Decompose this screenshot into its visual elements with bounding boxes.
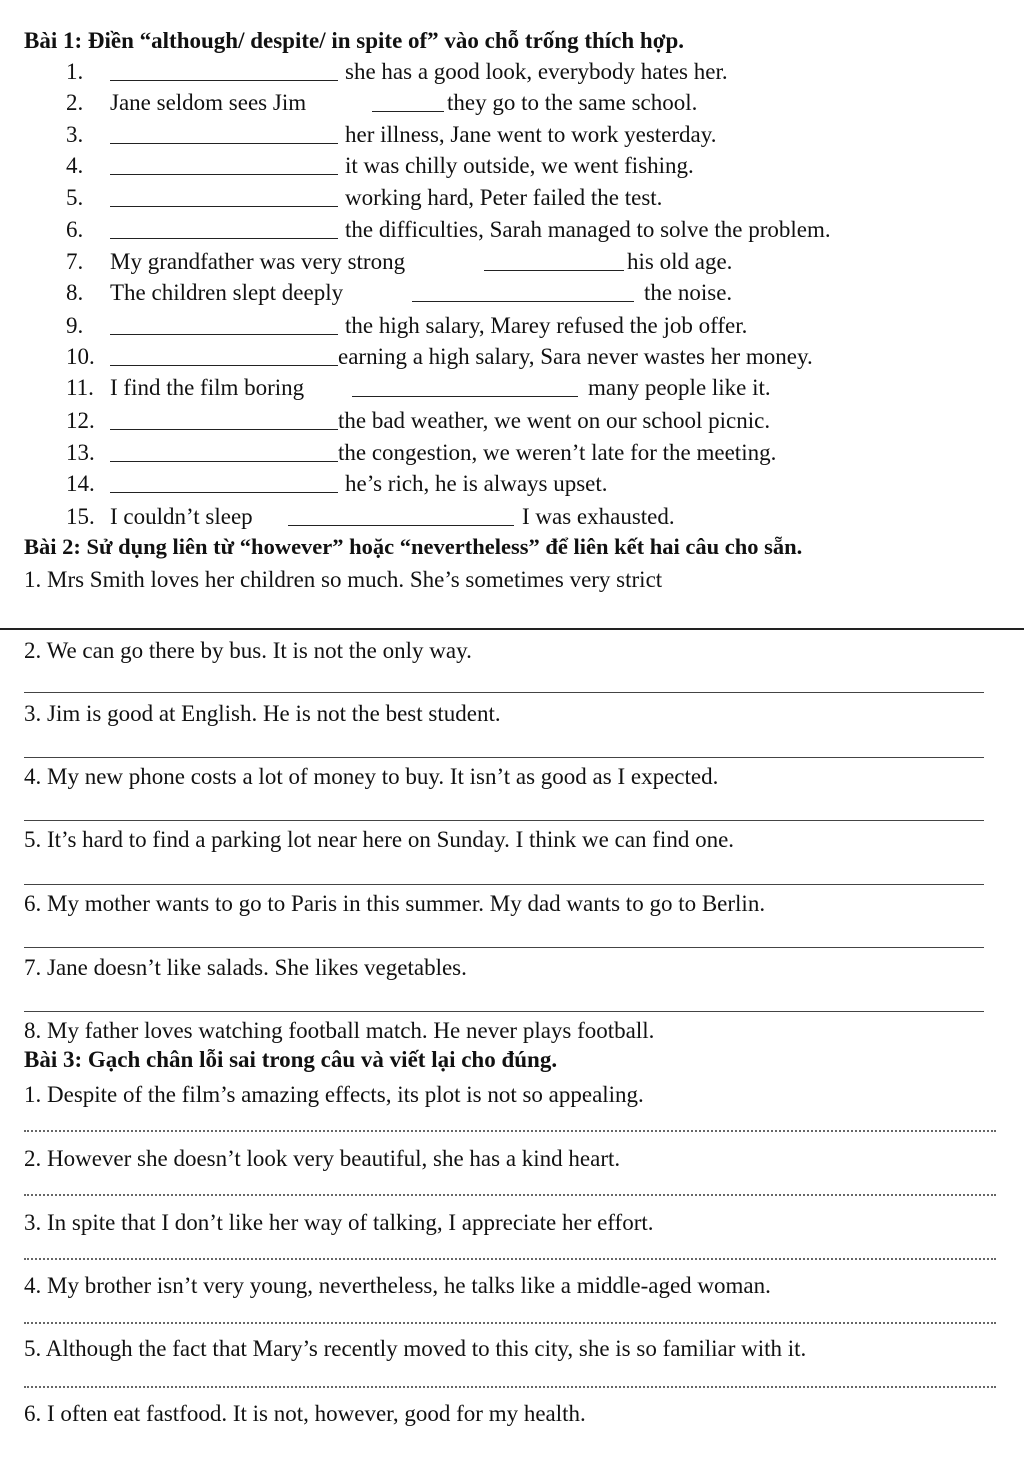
answer-blank[interactable] (484, 270, 624, 271)
item-text-after: I was exhausted. (522, 504, 675, 529)
answer-blank[interactable] (110, 206, 338, 207)
ex3-item-3: 3. In spite that I don’t like her way of talking, I appreciate her effort. (24, 1210, 654, 1235)
item-number: 8. (66, 280, 84, 305)
answer-blank[interactable] (110, 492, 338, 493)
item-text-after: the high salary, Marey refused the job offer. (345, 313, 748, 338)
exercise3-title: Bài 3: Gạch chân lỗi sai trong câu và viết lại cho đúng. (24, 1047, 558, 1072)
ex3-item-1: 1. Despite of the film’s amazing effects, its plot is not so appealing. (24, 1082, 644, 1107)
answer-blank[interactable] (110, 80, 338, 81)
ex2-answer-line-6[interactable] (24, 947, 984, 948)
ex2-item-1: 1. Mrs Smith loves her children so much. She’s sometimes very strict (24, 567, 663, 592)
item-text-before: The children slept deeply (110, 280, 344, 305)
item-text-after: the difficulties, Sarah managed to solve the problem. (345, 217, 831, 242)
item-text-before: My grandfather was very strong (110, 249, 406, 274)
item-text-after: working hard, Peter failed the test. (345, 185, 663, 210)
item-text-after: he’s rich, he is always upset. (345, 471, 608, 496)
answer-blank[interactable] (412, 301, 634, 302)
item-number: 12. (66, 408, 95, 433)
item-text-before: I find the film boring (110, 375, 305, 400)
ex2-item-6: 6. My mother wants to go to Paris in this summer. My dad wants to go to Berlin. (24, 891, 766, 916)
item-number: 10. (66, 344, 95, 369)
item-number: 9. (66, 313, 84, 338)
answer-blank[interactable] (288, 525, 514, 526)
ex2-answer-line-2[interactable] (24, 692, 984, 693)
ex3-answer-line-1[interactable] (24, 1130, 996, 1132)
ex3-item-4: 4. My brother isn’t very young, nevertheless, he talks like a middle-aged woman. (24, 1273, 771, 1298)
item-text-after: the noise. (644, 280, 733, 305)
item-number: 15. (66, 504, 95, 529)
ex2-item-7: 7. Jane doesn’t like salads. She likes vegetables. (24, 955, 467, 980)
answer-blank[interactable] (110, 334, 338, 335)
answer-blank[interactable] (110, 238, 338, 239)
item-number: 14. (66, 471, 95, 496)
item-text-after: it was chilly outside, we went fishing. (345, 153, 694, 178)
answer-blank[interactable] (110, 365, 338, 366)
item-number: 13. (66, 440, 95, 465)
item-text-before: Jane seldom sees Jim (110, 90, 307, 115)
item-number: 3. (66, 122, 84, 147)
ex2-item-4: 4. My new phone costs a lot of money to buy. It isn’t as good as I expected. (24, 764, 719, 789)
answer-blank[interactable] (110, 174, 338, 175)
ex3-answer-line-3[interactable] (24, 1258, 996, 1260)
ex3-answer-line-4[interactable] (24, 1322, 996, 1324)
item-text-after: many people like it. (588, 375, 771, 400)
item-number: 7. (66, 249, 84, 274)
ex2-item-5: 5. It’s hard to find a parking lot near here on Sunday. I think we can find one. (24, 827, 735, 852)
answer-blank[interactable] (352, 396, 578, 397)
ex3-item-5: 5. Although the fact that Mary’s recently moved to this city, she is so familiar with it. (24, 1336, 807, 1361)
ex2-answer-line-1[interactable] (0, 628, 1024, 630)
ex2-item-8: 8. My father loves watching football match. He never plays football. (24, 1018, 655, 1043)
ex2-item-3: 3. Jim is good at English. He is not the best student. (24, 701, 501, 726)
item-text-before: I couldn’t sleep (110, 504, 253, 529)
ex3-item-6: 6. I often eat fastfood. It is not, however, good for my health. (24, 1401, 586, 1426)
ex3-answer-line-5[interactable] (24, 1386, 996, 1388)
item-number: 4. (66, 153, 84, 178)
item-number: 11. (66, 375, 94, 400)
ex2-answer-line-3[interactable] (24, 757, 984, 758)
ex3-item-2: 2. However she doesn’t look very beautiful, she has a kind heart. (24, 1146, 621, 1171)
exercise1-title: Bài 1: Điền “although/ despite/ in spite of” vào chỗ trống thích hợp. (24, 28, 685, 53)
item-text-after: she has a good look, everybody hates her. (345, 59, 728, 84)
item-number: 5. (66, 185, 84, 210)
answer-blank[interactable] (110, 461, 338, 462)
ex3-answer-line-2[interactable] (24, 1194, 996, 1196)
item-number: 1. (66, 59, 84, 84)
ex2-answer-line-5[interactable] (24, 884, 984, 885)
ex2-answer-line-4[interactable] (24, 820, 984, 821)
item-text-after: his old age. (627, 249, 733, 274)
ex2-answer-line-7[interactable] (24, 1011, 984, 1012)
answer-blank[interactable] (110, 143, 338, 144)
ex2-item-2: 2. We can go there by bus. It is not the only way. (24, 638, 472, 663)
answer-blank[interactable] (110, 429, 338, 430)
item-text-after: the congestion, we weren’t late for the meeting. (338, 440, 777, 465)
exercise2-title: Bài 2: Sử dụng liên từ “however” hoặc “nevertheless” để liên kết hai câu cho sẵn. (24, 534, 803, 559)
item-number: 2. (66, 90, 84, 115)
item-text-after: her illness, Jane went to work yesterday. (345, 122, 717, 147)
item-text-after: the bad weather, we went on our school picnic. (338, 408, 771, 433)
item-text-after: they go to the same school. (447, 90, 698, 115)
item-text-after: earning a high salary, Sara never wastes her money. (338, 344, 813, 369)
item-number: 6. (66, 217, 84, 242)
answer-blank[interactable] (372, 111, 444, 112)
